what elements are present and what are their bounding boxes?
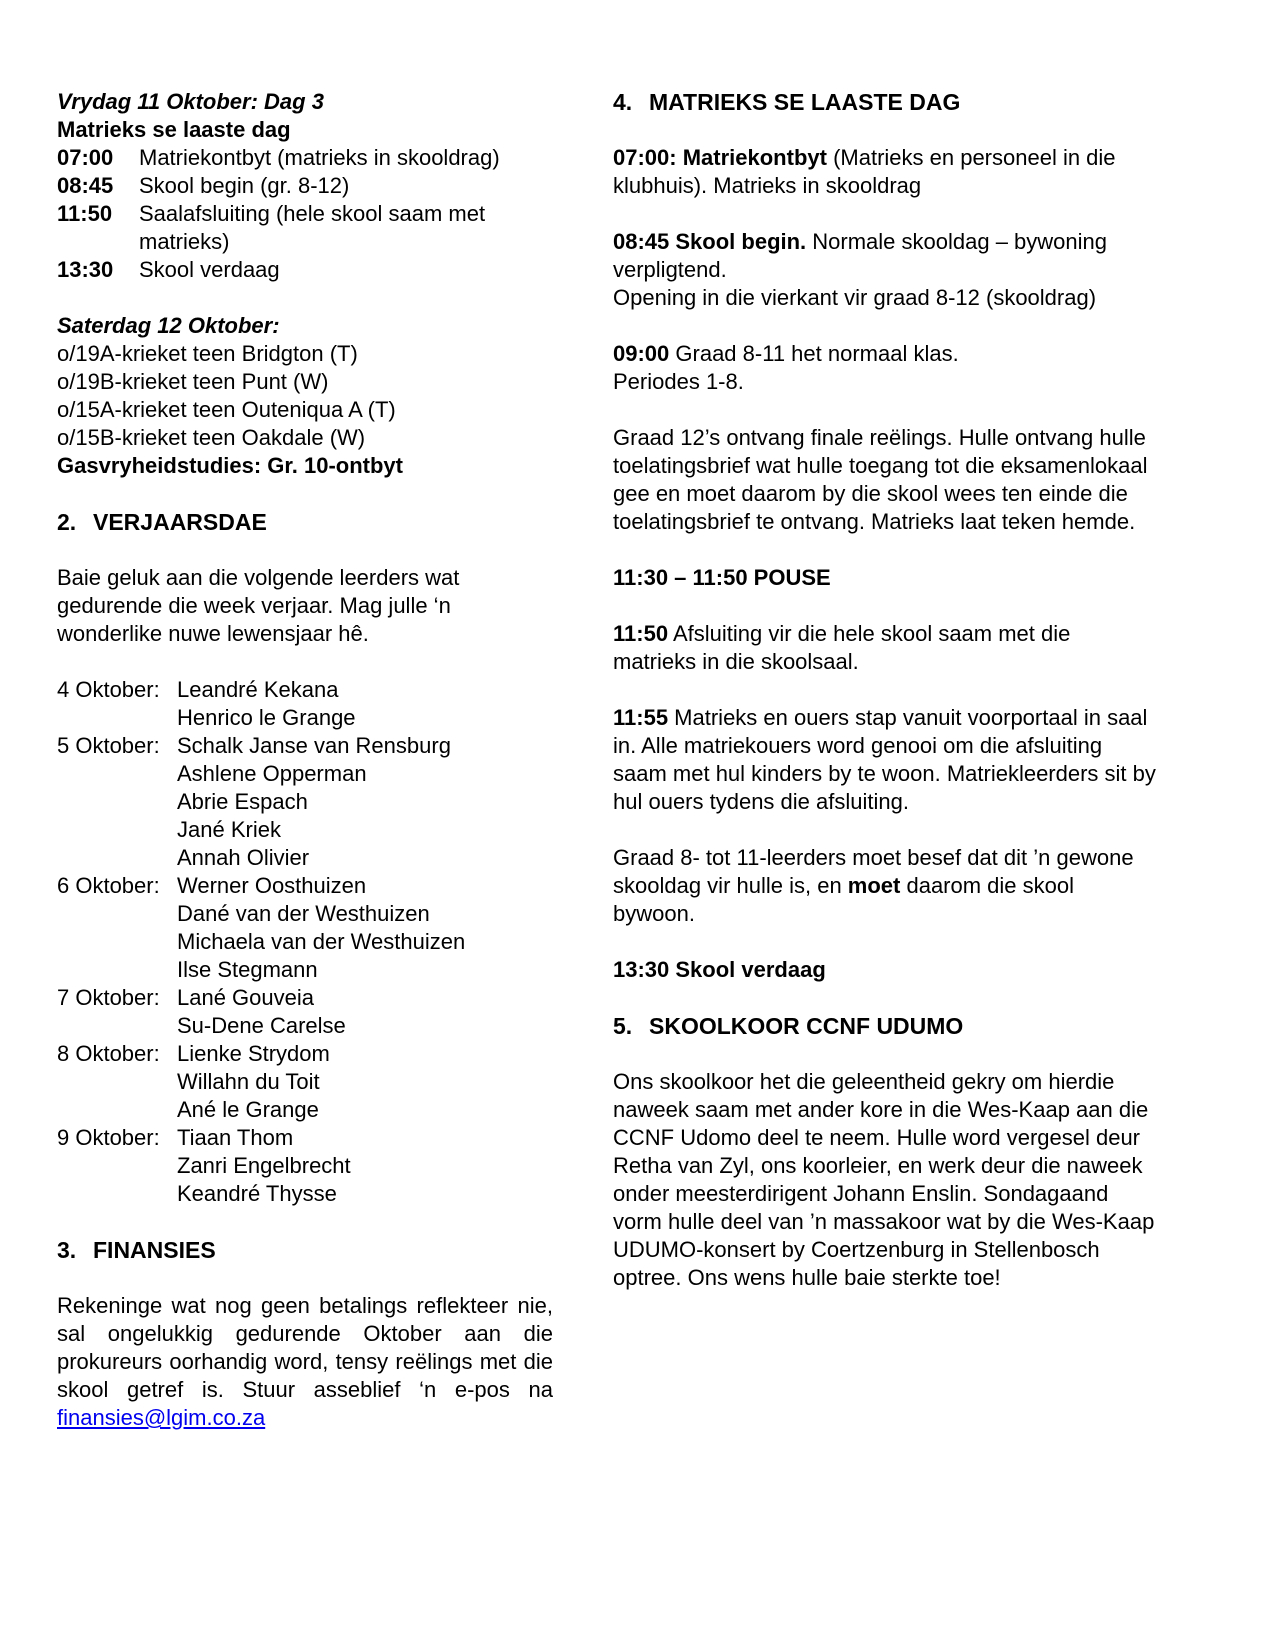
fixture-line: o/19B-krieket teen Punt (W): [57, 369, 329, 394]
section-number: 5.: [613, 1013, 633, 1039]
saturday-note: Gasvryheidstudies: Gr. 10-ontbyt: [57, 453, 403, 478]
birthday-entry: [57, 732, 553, 872]
schedule-row: [57, 256, 553, 284]
paragraph-text: Graad 8- tot 11-leerders moet besef dat dit ’n gewone skooldag vir hulle is, en: [613, 845, 1134, 898]
birthday-name: Willahn du Toit: [177, 1069, 320, 1094]
paragraph-text: Matrieks en ouers stap vanuit voorportaal in saal in. Alle matriekouers word genooi om die afsluiting saam met hul kinders by te woon. Matriekleerders sit by hul ouers tydens die afsluiting.: [613, 705, 1156, 814]
birthday-name: Lienke Strydom: [177, 1041, 330, 1066]
schedule-row: [57, 172, 553, 200]
birthday-names: [177, 676, 553, 732]
time-label: 11:55: [613, 705, 669, 730]
fixture-line: o/19A-krieket teen Bridgton (T): [57, 341, 358, 366]
birthday-entry: [57, 1040, 553, 1124]
schedule-time: 07:00: [57, 145, 114, 170]
section-heading-finansies: [57, 1236, 553, 1264]
saturday-fixtures-section: [57, 312, 553, 480]
birthday-name: Ilse Stegmann: [177, 957, 318, 982]
birthday-names: [177, 1124, 553, 1208]
finance-email-line: [57, 1404, 553, 1432]
section-title: VERJAARSDAE: [93, 509, 267, 535]
birthday-name: Ané le Grange: [177, 1097, 319, 1122]
paragraph-graad12: Graad 12’s ontvang finale reëlings. Hulle ontvang hulle toelatingsbrief wat hulle toegang tot die eksamenlokaal gee en moet daarom by die skool wees ten einde die toelatingsbrief te ontvang. Matrieks laat teken hemde.: [613, 425, 1148, 534]
time-label: 07:00: Matriekontbyt: [613, 145, 827, 170]
time-label: 11:50: [613, 621, 669, 646]
paragraph-0700: [613, 144, 1158, 200]
schedule-time: 11:50: [57, 201, 113, 226]
birthday-date: 8 Oktober:: [57, 1041, 160, 1066]
right-column: [613, 88, 1158, 1320]
choir-paragraph: Ons skoolkoor het die geleentheid gekry om hierdie naweek saam met ander kore in die Wes-Kaap aan die CCNF Udomo deel te neem. Hulle word vergesel deur Retha van Zyl, ons koorleier, en werk deur die naweek onder meesterdirigent Johann Enslin. Sondagaand vorm hulle deel van ’n massakoor wat by die Wes-Kaap UDUMO-konsert by Coertzenburg in Stellenbosch optree. Ons wens hulle baie sterkte toe!: [613, 1069, 1155, 1290]
birthday-name: Annah Olivier: [177, 845, 310, 870]
birthday-name: Tiaan Thom: [177, 1125, 294, 1150]
time-label: 09:00: [613, 341, 670, 366]
birthday-name: Schalk Janse van Rensburg: [177, 733, 451, 758]
paragraph-0845: [613, 228, 1158, 312]
section-title: FINANSIES: [93, 1237, 216, 1263]
section-number: 2.: [57, 509, 77, 535]
section-number: 3.: [57, 1237, 77, 1263]
schedule-text: Saalafsluiting (hele skool saam met matrieks): [139, 201, 486, 254]
friday-schedule-section: [57, 88, 553, 284]
birthday-entry: [57, 676, 553, 732]
birthday-name: Jané Kriek: [177, 817, 281, 842]
birthday-name: Henrico le Grange: [177, 705, 356, 730]
friday-subtitle: Matrieks se laaste dag: [57, 117, 291, 142]
birthday-names: [177, 872, 553, 984]
birthday-name: Dané van der Westhuizen: [177, 901, 430, 926]
paragraph-text: Afsluiting vir die hele skool saam met die matrieks in die skoolsaal.: [613, 621, 1071, 674]
paragraph-1155: [613, 704, 1158, 816]
schedule-time: 13:30: [57, 257, 114, 282]
paragraph-graad8: [613, 844, 1158, 928]
schedule-text: Matriekontbyt (matrieks in skooldrag): [139, 145, 500, 170]
fixture-line: o/15B-krieket teen Oakdale (W): [57, 425, 366, 450]
section-title: MATRIEKS SE LAASTE DAG: [649, 89, 961, 115]
paragraph-line: Periodes 1-8.: [613, 369, 744, 394]
section-number: 4.: [613, 89, 633, 115]
birthday-name: Keandré Thysse: [177, 1181, 337, 1206]
birthday-name: Leandré Kekana: [177, 677, 339, 702]
pouse-line: 11:30 – 11:50 POUSE: [613, 565, 831, 590]
birthday-entry: [57, 1124, 553, 1208]
birthday-date: 4 Oktober:: [57, 677, 160, 702]
schedule-text: Skool verdaag: [139, 257, 280, 282]
finance-email-link[interactable]: finansies@lgim.co.za: [57, 1405, 266, 1430]
birthday-date: 7 Oktober:: [57, 985, 160, 1010]
paragraph-text: Graad 8-11 het normaal klas.: [669, 341, 959, 366]
left-column: [57, 88, 553, 1432]
birthday-name: Su-Dene Carelse: [177, 1013, 346, 1038]
friday-title: Vrydag 11 Oktober: Dag 3: [57, 89, 324, 114]
fixture-line: o/15A-krieket teen Outeniqua A (T): [57, 397, 396, 422]
section-heading-skoolkoor: [613, 1012, 1158, 1040]
birthdays-list: [57, 676, 553, 1208]
paragraph-text: Normale skooldag – bywoning verpligtend.: [613, 229, 1108, 282]
paragraph-1150: [613, 620, 1158, 676]
paragraph-text: [613, 340, 1158, 368]
section-heading-verjaarsdae: [57, 508, 553, 536]
saturday-title: Saterdag 12 Oktober:: [57, 313, 280, 338]
verdaag-line: 13:30 Skool verdaag: [613, 957, 826, 982]
birthday-name: Abrie Espach: [177, 789, 308, 814]
paragraph-text: [613, 228, 1158, 284]
schedule-row: [57, 200, 553, 256]
paragraph-text: daarom die skool bywoon.: [613, 873, 1075, 926]
birthday-date: 6 Oktober:: [57, 873, 160, 898]
birthday-name: Ashlene Opperman: [177, 761, 367, 786]
birthday-names: [177, 732, 553, 872]
paragraph-0900: [613, 340, 1158, 396]
schedule-text: Skool begin (gr. 8-12): [139, 173, 350, 198]
birthday-name: Werner Oosthuizen: [177, 873, 367, 898]
finance-paragraph: Rekeninge wat nog geen betalings reflekteer nie, sal ongelukkig gedurende Oktober aan die prokureurs oorhandig word, tensy reëlings met die skool getref is. Stuur asseblief ‘n e-pos na: [57, 1293, 553, 1402]
schedule-row: [57, 144, 553, 172]
schedule-time: 08:45: [57, 173, 114, 198]
birthday-name: Lané Gouveia: [177, 985, 314, 1010]
birthday-date: 5 Oktober:: [57, 733, 160, 758]
birthday-entry: [57, 984, 553, 1040]
paragraph-text: (Matrieks en personeel in die klubhuis). Matrieks in skooldrag: [613, 145, 1116, 198]
section-heading-matrieks-laaste-dag: [613, 88, 1158, 116]
section-title: SKOOLKOOR CCNF UDUMO: [649, 1013, 964, 1039]
birthday-date: 9 Oktober:: [57, 1125, 160, 1150]
time-label: 08:45 Skool begin.: [613, 229, 807, 254]
birthday-name: Michaela van der Westhuizen: [177, 929, 466, 954]
emphasis-moet: moet: [847, 873, 901, 898]
birthday-names: [177, 1040, 553, 1124]
paragraph-line: Opening in die vierkant vir graad 8-12 (skooldrag): [613, 285, 1097, 310]
birthday-names: [177, 984, 553, 1040]
birthdays-intro: Baie geluk aan die volgende leerders wat gedurende die week verjaar. Mag julle ‘n wonderlike nuwe lewensjaar hê.: [57, 565, 460, 646]
birthday-entry: [57, 872, 553, 984]
birthday-name: Zanri Engelbrecht: [177, 1153, 351, 1178]
